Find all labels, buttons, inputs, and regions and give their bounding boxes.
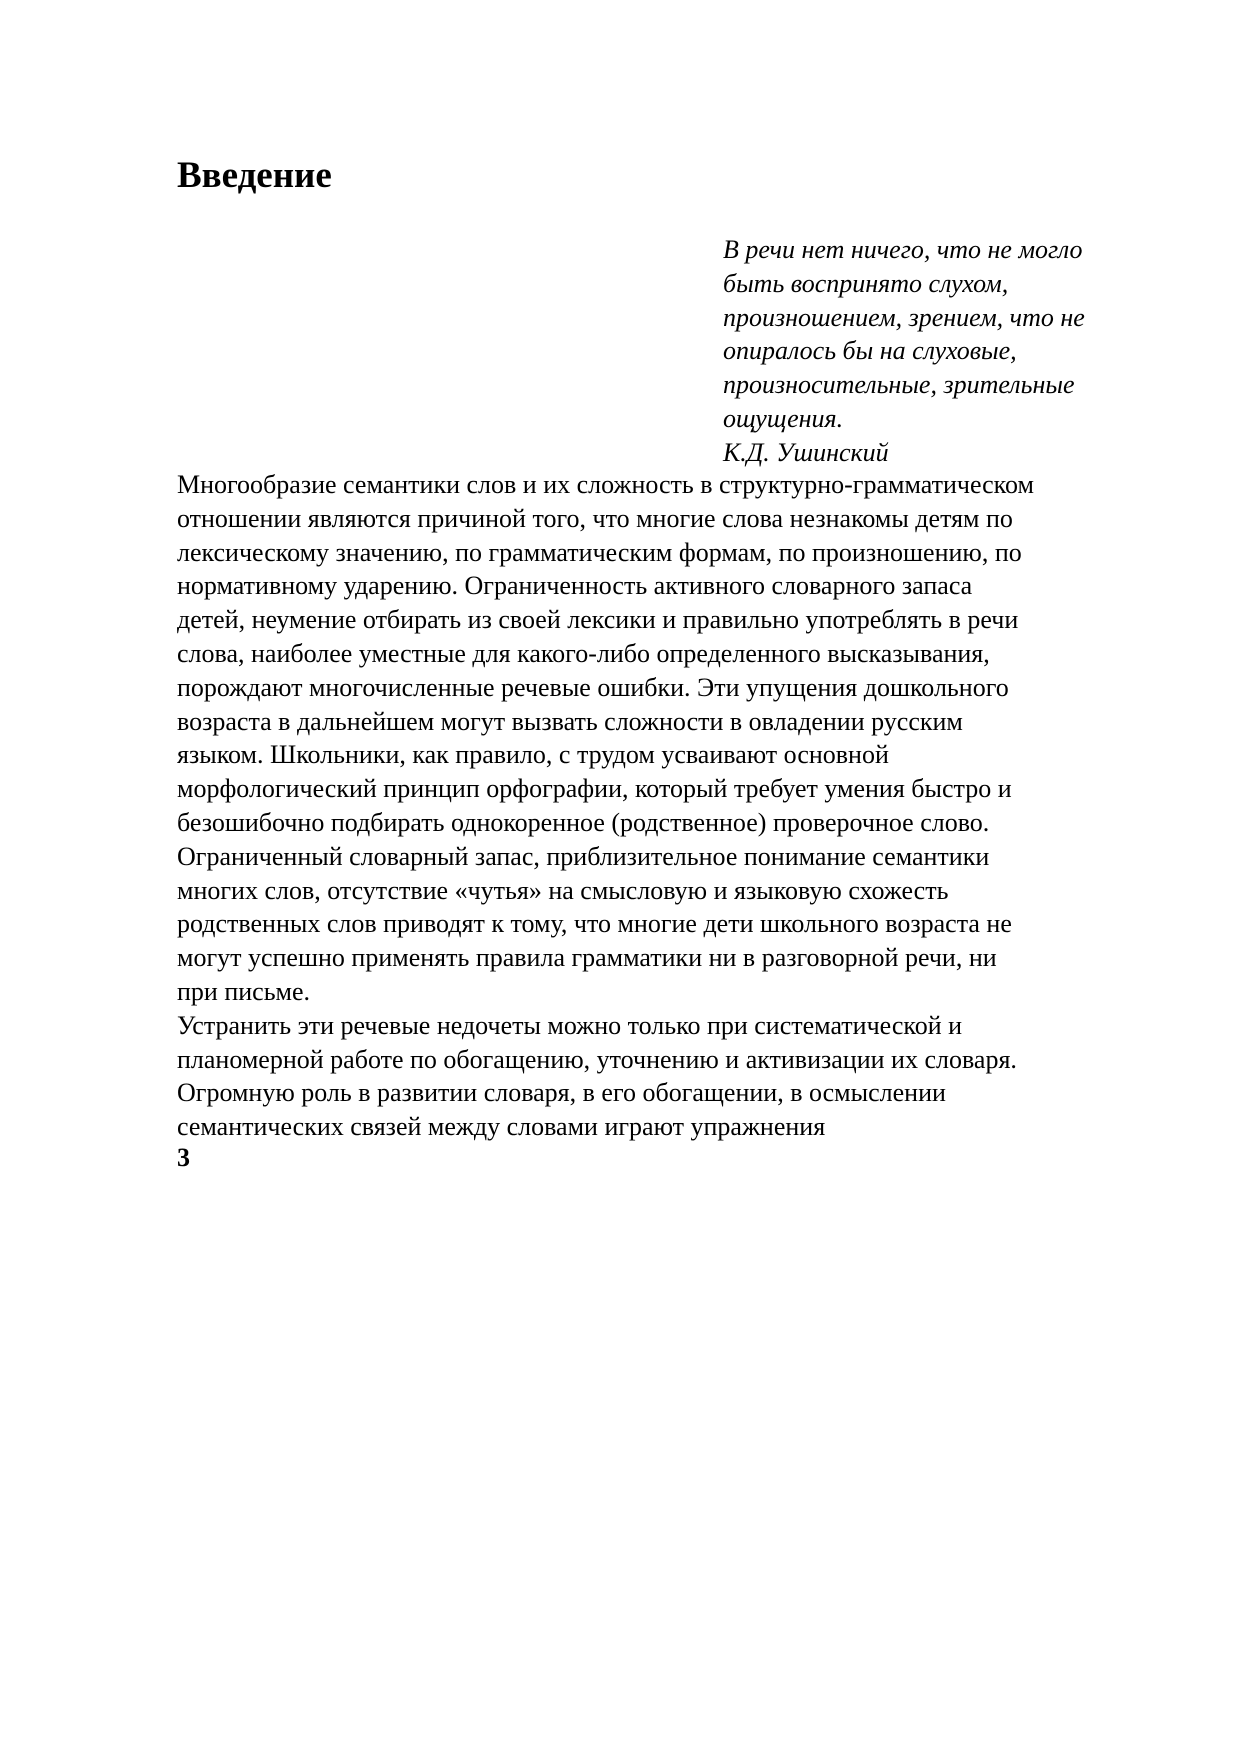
text-line: планомерной работе по обогащению, уточнению и активизации их словаря. <box>177 1044 1017 1074</box>
text-line: слова, наиболее уместные для какого-либо определенного высказывания, <box>177 638 990 668</box>
text-line: отношении являются причиной того, что многие слова незнакомы детям по <box>177 503 1013 533</box>
text-line: Ограниченный словарный запас, приблизительное понимание семантики <box>177 841 990 871</box>
body-text <box>177 468 1197 1144</box>
epigraph-author: К.Д. Ушинский <box>723 437 889 467</box>
text-line: языком. Школьники, как правило, с трудом усваивают основной <box>177 740 889 770</box>
text-line: порождают многочисленные речевые ошибки. Эти упущения дошкольного <box>177 672 1009 702</box>
epigraph-line: произношением, зрением, что не <box>723 302 1085 332</box>
text-line: безошибочно подбирать однокоренное (родственное) проверочное слово. <box>177 807 990 837</box>
text-line: могут успешно применять правила грамматики ни в разговорной речи, ни <box>177 943 997 973</box>
paragraph-2 <box>177 1009 1197 1144</box>
text-line: лексическому значению, по грамматическим формам, по произношению, по <box>177 537 1022 567</box>
text-line: детей, неумение отбирать из своей лексики и правильно употреблять в речи <box>177 605 1019 635</box>
text-line: Многообразие семантики слов и их сложность в структурно-грамматическом <box>177 470 1034 499</box>
page-number: 3 <box>177 1143 190 1172</box>
text-line: Огромную роль в развитии словаря, в его обогащении, в осмыслении <box>177 1078 946 1108</box>
text-line: семантических связей между словами играют упражнения <box>177 1112 826 1142</box>
text-line: возраста в дальнейшем могут вызвать сложности в овладении русским <box>177 706 963 736</box>
text-line: Устранить эти речевые недочеты можно только при систематической и <box>177 1010 963 1040</box>
epigraph <box>723 233 1163 470</box>
epigraph-line: произносительные, зрительные <box>723 370 1075 400</box>
epigraph-line: опиралось бы на слуховые, <box>723 336 1017 366</box>
epigraph-line: В речи нет ничего, что не могло <box>723 235 1083 264</box>
text-line: морфологический принцип орфографии, который требует умения быстро и <box>177 774 1012 804</box>
text-line: родственных слов приводят к тому, что многие дети школьного возраста не <box>177 909 1012 939</box>
epigraph-line: ощущения. <box>723 403 844 433</box>
epigraph-line: быть воспринято слухом, <box>723 268 1009 298</box>
text-line: нормативному ударению. Ограниченность активного словарного запаса <box>177 571 973 601</box>
page-title: Введение <box>177 155 332 196</box>
paragraph-1 <box>177 468 1197 1009</box>
text-line: многих слов, отсутствие «чутья» на смысловую и языковую схожесть <box>177 875 949 905</box>
text-line: при письме. <box>177 976 311 1006</box>
